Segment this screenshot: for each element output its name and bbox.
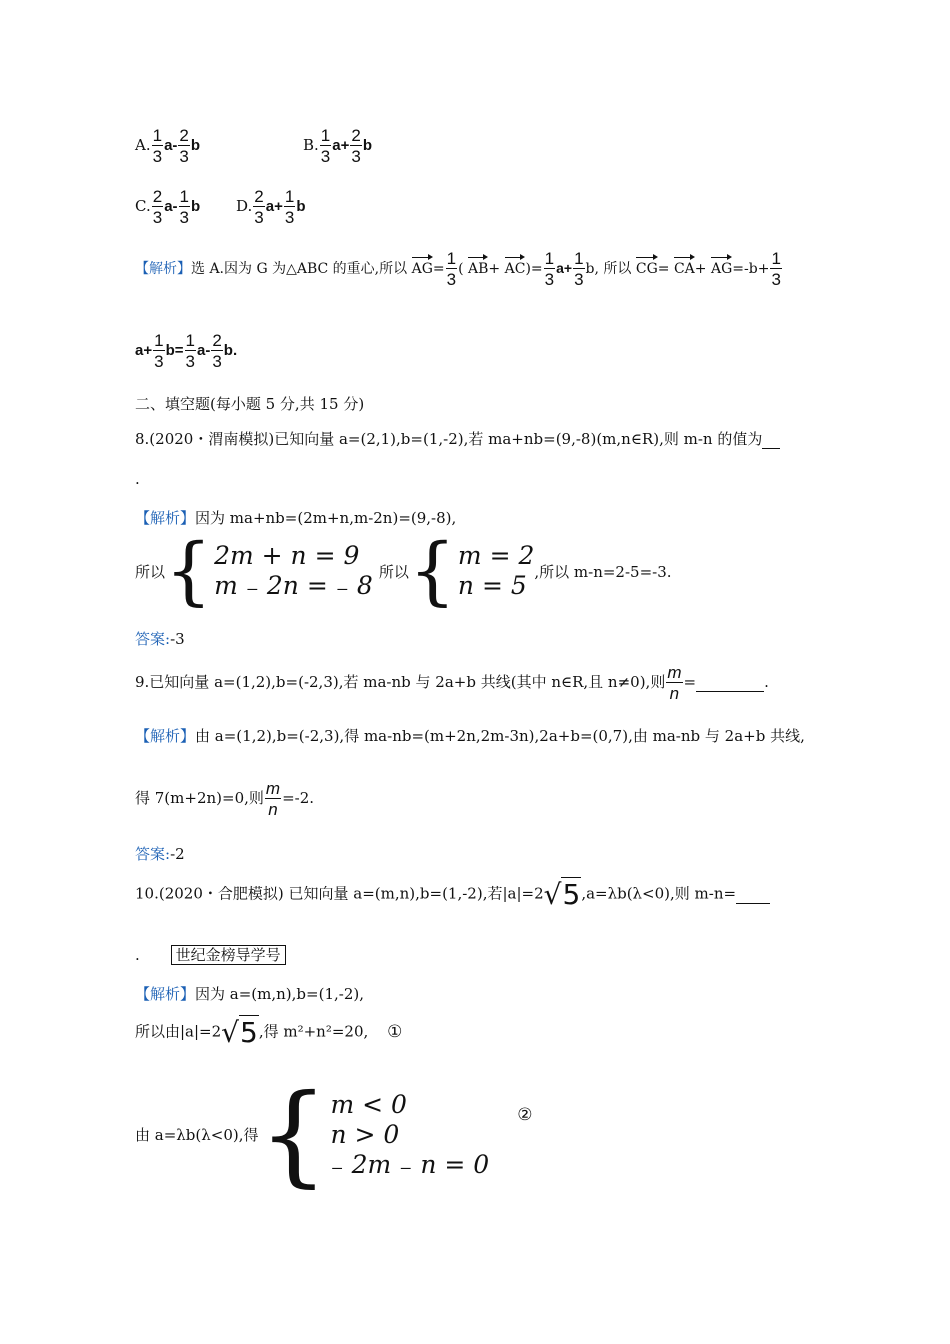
option-c: C. $\frac{2}{3}$ a- $\frac{1}{3}$ b (135, 187, 201, 227)
fraction: $\frac{2}{3}$ (179, 126, 189, 166)
equation: m < 0 (330, 1089, 407, 1119)
fraction: $\frac{1}{3}$ (320, 126, 331, 166)
vector-ca: CA (674, 254, 695, 277)
answer-blank (736, 885, 770, 904)
vector-ag: AG (711, 254, 732, 277)
analysis-tag: 【解析】 (135, 509, 196, 527)
brace: { (165, 528, 213, 614)
answer-tag: 答案: (135, 845, 171, 863)
q8-answer: 答案:-3 (135, 630, 185, 648)
q10-stem: 10.(2020・合肥模拟) 已知向量 a=(m,n),b=(1,-2),若|a|=2√5,a=λb(λ<0),则 m-n= (135, 878, 770, 911)
vector-ag: AG (412, 254, 433, 277)
equation: m = 2 (457, 541, 535, 571)
vector-ac: AC (505, 254, 526, 277)
equation-system (165, 528, 373, 614)
equation: ₋ 2m ₋ n = 0 (330, 1149, 490, 1179)
analysis-tag: 【解析】 (135, 985, 196, 1003)
sqrt-expression: √5 (543, 878, 581, 911)
option-a: A. $\frac{1}{3}$ a- $\frac{2}{3}$ b (135, 126, 201, 166)
fraction: $\frac{m}{n}$ (667, 663, 682, 703)
q9-analysis-cont: 得 7(m+2n)=0,则 $\frac{m}{n}$ =-2. (135, 779, 315, 819)
equation: n > 0 (330, 1119, 400, 1149)
fraction: $\frac{1}{3}$ (446, 249, 457, 289)
fraction: $\frac{1}{3}$ (771, 249, 781, 289)
circled-two: ② (517, 1104, 533, 1125)
answer-blank (762, 430, 780, 449)
equation: n = 5 (457, 571, 527, 601)
fraction: $\frac{2}{3}$ (254, 187, 264, 227)
q9-stem: 9.已知向量 a=(1,2),b=(-2,3),若 ma-nb 与 2a+b 共线(其中 n∈R,且 n≠0),则 $\frac{m}{n}$ = . (135, 663, 769, 703)
section-heading: 二、填空题(每小题 5 分,共 15 分) (135, 395, 365, 413)
sqrt-expression: √5 (221, 1016, 258, 1049)
option-label: D. (236, 197, 253, 215)
vector-ab: AB (468, 254, 488, 277)
fraction: $\frac{2}{3}$ (152, 187, 163, 227)
fraction: $\frac{2}{3}$ (351, 126, 361, 166)
q9-analysis: 【解析】由 a=(1,2),b=(-2,3),得 ma-nb=(m+2n,2m-3n),2a+b=(0,7),由 ma-nb 与 2a+b 共线, (135, 727, 805, 745)
analysis-tag: 【解析】 (135, 727, 196, 745)
fraction: $\frac{1}{3}$ (152, 126, 163, 166)
vector-cg: CG (636, 254, 658, 277)
brace: { (408, 528, 456, 614)
q8-systems: 所以 { 2m + n = 9 m ₋ 2n = ₋ 8 所以 { m = 2 n = 5 ,所以 m-n=2-5=-3. (135, 528, 672, 614)
q8-stem-end: . (135, 470, 140, 488)
circled-one: ① (387, 1021, 403, 1042)
fraction: $\frac{1}{3}$ (185, 331, 195, 371)
fraction: $\frac{1}{3}$ (154, 331, 164, 371)
q8-stem: 8.(2020・渭南模拟)已知向量 a=(2,1),b=(1,-2),若 ma+nb=(9,-8)(m,n∈R),则 m-n 的值为 (135, 428, 780, 449)
answer-tag: 答案: (135, 630, 171, 648)
fraction: $\frac{1}{3}$ (544, 249, 555, 289)
option-d: D. $\frac{2}{3}$ a+ $\frac{1}{3}$ b (236, 187, 306, 227)
q10-analysis: 【解析】因为 a=(m,n),b=(1,-2), (135, 985, 364, 1003)
brace: { (258, 1070, 329, 1198)
answer-blank (696, 673, 764, 692)
q10-analysis-l3: 由 a=λb(λ<0),得 { m < 0 n > 0 ₋ 2m ₋ n = 0 ② (135, 1070, 533, 1198)
fraction: $\frac{1}{3}$ (284, 187, 295, 227)
option-label: B. (303, 136, 319, 154)
analysis-tag: 【解析】 (135, 261, 191, 277)
fraction: $\frac{2}{3}$ (212, 331, 222, 371)
fraction: $\frac{m}{n}$ (265, 779, 281, 819)
fraction: $\frac{1}{3}$ (179, 187, 189, 227)
option-label: C. (135, 197, 151, 215)
equation: m ₋ 2n = ₋ 8 (214, 571, 373, 601)
q10-badge-line: . 世纪金榜导学号 (135, 944, 286, 965)
q8-analysis: 【解析】因为 ma+nb=(2m+n,m-2n)=(9,-8), (135, 509, 457, 527)
q7-analysis: 【解析】选 A.因为 G 为△ABC 的重心,所以 AG= $\frac{1}{3}$ ( AB+ AC)= $\frac{1}{3}$ a+ $\frac{1}{3}$ b, 所以 CG= CA+ AG=-b+ $\frac{1}{3}$ (135, 249, 781, 289)
q10-analysis-l2: 所以由|a|=2√5,得 m²+n²=20, ① (135, 1016, 403, 1049)
equation-system (408, 528, 535, 614)
option-b: B. $\frac{1}{3}$ a+ $\frac{2}{3}$ b (303, 126, 373, 166)
q7-analysis-cont: a+ $\frac{1}{3}$ b= $\frac{1}{3}$ a- $\frac{2}{3}$ b. (135, 331, 238, 371)
fraction: $\frac{1}{3}$ (574, 249, 584, 289)
source-badge: 世纪金榜导学号 (171, 945, 286, 965)
option-label: A. (135, 136, 151, 154)
equation: 2m + n = 9 (214, 541, 360, 571)
q9-answer: 答案:-2 (135, 845, 185, 863)
